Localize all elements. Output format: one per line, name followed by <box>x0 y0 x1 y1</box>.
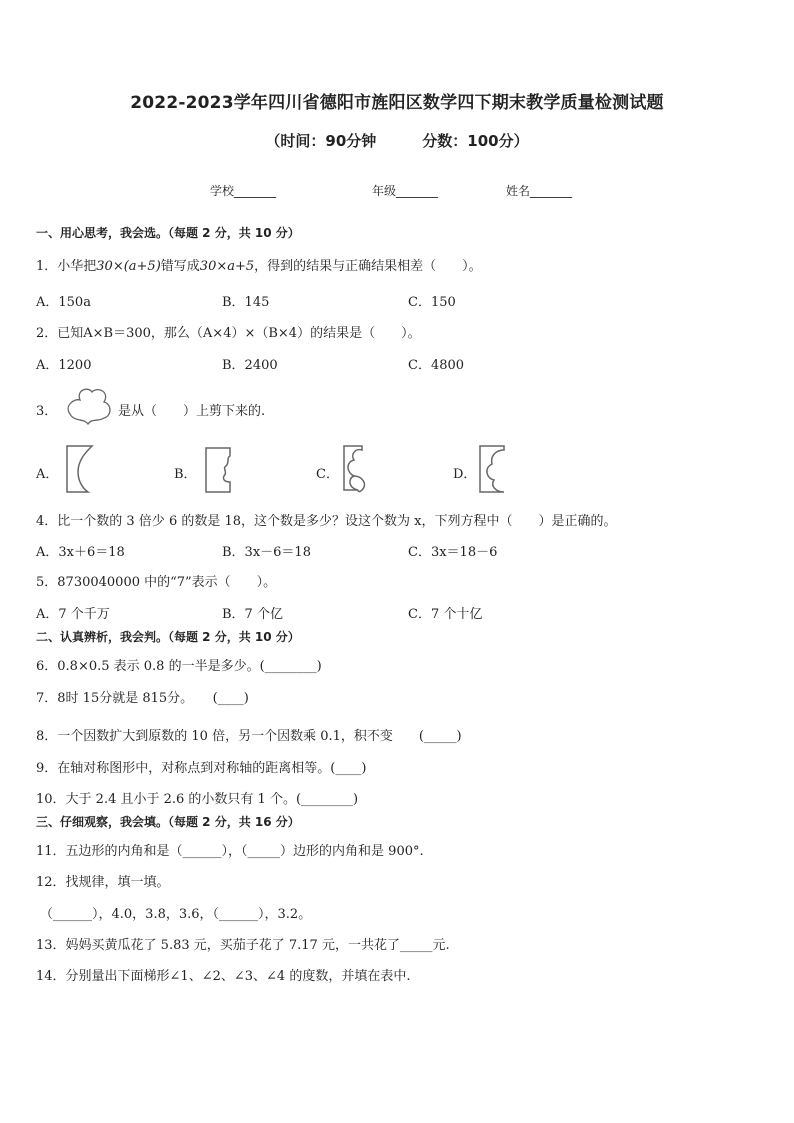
q3-option-b-folded-shape <box>204 446 234 494</box>
q3-option-d-folded-shape <box>478 444 510 496</box>
q1-prefix: 1．小华把 <box>36 259 97 274</box>
grade-field: 年级_______ <box>372 184 439 198</box>
q4-option-b[interactable]: B．3x－6＝18 <box>222 545 311 560</box>
q3-option-c[interactable]: C． <box>316 467 339 482</box>
q1-option-b[interactable]: B．145 <box>222 295 270 310</box>
q5-option-c[interactable]: C．7 个十亿 <box>408 607 483 622</box>
question-6: 6．0.8×0.5 表示 0.8 的一半是多少。(________) <box>36 659 322 674</box>
question-12: 12．找规律，填一填。 <box>36 875 170 890</box>
flower-shape-figure <box>62 384 114 430</box>
question-4: 4．比一个数的 3 倍少 6 的数是 18，这个数是多少？设这个数为 x，下列方程中（ ）是正确的。 <box>36 514 617 529</box>
exam-score: 分数：100分） <box>422 132 529 150</box>
q1-expression-correct: 30×(a+5) <box>96 259 161 274</box>
q1-option-c[interactable]: C．150 <box>408 295 456 310</box>
q3-option-c-folded-shape <box>340 444 372 496</box>
question-9: 9．在轴对称图形中，对称点到对称轴的距离相等。(____) <box>36 761 367 776</box>
q3-number: 3． <box>36 404 58 419</box>
section-2-heading: 二、认真辨析，我会判。（每题 2 分，共 10 分） <box>36 630 300 644</box>
name-field: 姓名_______ <box>506 184 573 198</box>
q3-option-b[interactable]: B． <box>174 467 197 482</box>
q1-option-a[interactable]: A．150a <box>36 295 91 310</box>
exam-time: （时间：90分钟 <box>265 132 377 150</box>
q1-middle: 错写成 <box>160 259 200 274</box>
q2-option-a[interactable]: A．1200 <box>36 358 92 373</box>
page-title: 2022-2023学年四川省德阳市旌阳区数学四下期末教学质量检测试题 <box>130 93 664 113</box>
question-2: 2．已知A×B＝300，那么（A×4）×（B×4）的结果是（ ）。 <box>36 326 421 341</box>
q5-option-b[interactable]: B．7 个亿 <box>222 607 283 622</box>
question-8: 8．一个因数扩大到原数的 10 倍，另一个因数乘 0.1，积不变 (_____) <box>36 729 462 744</box>
q1-expression-wrong: 30×a+5 <box>199 259 255 274</box>
question-5: 5．8730040000 中的“7”表示（ ）。 <box>36 575 277 590</box>
q5-option-a[interactable]: A．7 个千万 <box>36 607 110 622</box>
exam-meta <box>0 130 794 151</box>
q3-option-d[interactable]: D． <box>453 467 477 482</box>
section-3-heading: 三、仔细观察，我会填。（每题 2 分，共 16 分） <box>36 815 300 829</box>
question-7: 7．8时 15分就是 815分。 (____) <box>36 691 249 706</box>
question-12-sequence: （______），4.0，3.8，3.6，（______），3.2。 <box>40 907 312 922</box>
q3-option-a[interactable]: A． <box>36 467 59 482</box>
question-14: 14．分别量出下面梯形∠1、∠2、∠3、∠4 的度数，并填在表中. <box>36 969 411 984</box>
question-1 <box>36 255 482 274</box>
q1-suffix: ，得到的结果与正确结果相差（ ）。 <box>254 259 482 274</box>
question-13: 13．妈妈买黄瓜花了 5.83 元，买茄子花了 7.17 元，一共花了_____元. <box>36 938 450 953</box>
question-10: 10．大于 2.4 且小于 2.6 的小数只有 1 个。(________) <box>36 792 359 807</box>
question-3: 是从（ ）上剪下来的. <box>118 404 266 419</box>
q3-option-a-folded-shape <box>64 444 94 494</box>
question-11: 11．五边形的内角和是（______），（_____）边形的内角和是 900°. <box>36 844 424 859</box>
section-1-heading: 一、用心思考，我会选。（每题 2 分，共 10 分） <box>36 226 300 240</box>
q4-option-c[interactable]: C．3x＝18－6 <box>408 545 498 560</box>
q2-option-c[interactable]: C．4800 <box>408 358 465 373</box>
school-field: 学校_______ <box>210 184 277 198</box>
q2-option-b[interactable]: B．2400 <box>222 358 278 373</box>
q4-option-a[interactable]: A．3x＋6＝18 <box>36 545 125 560</box>
